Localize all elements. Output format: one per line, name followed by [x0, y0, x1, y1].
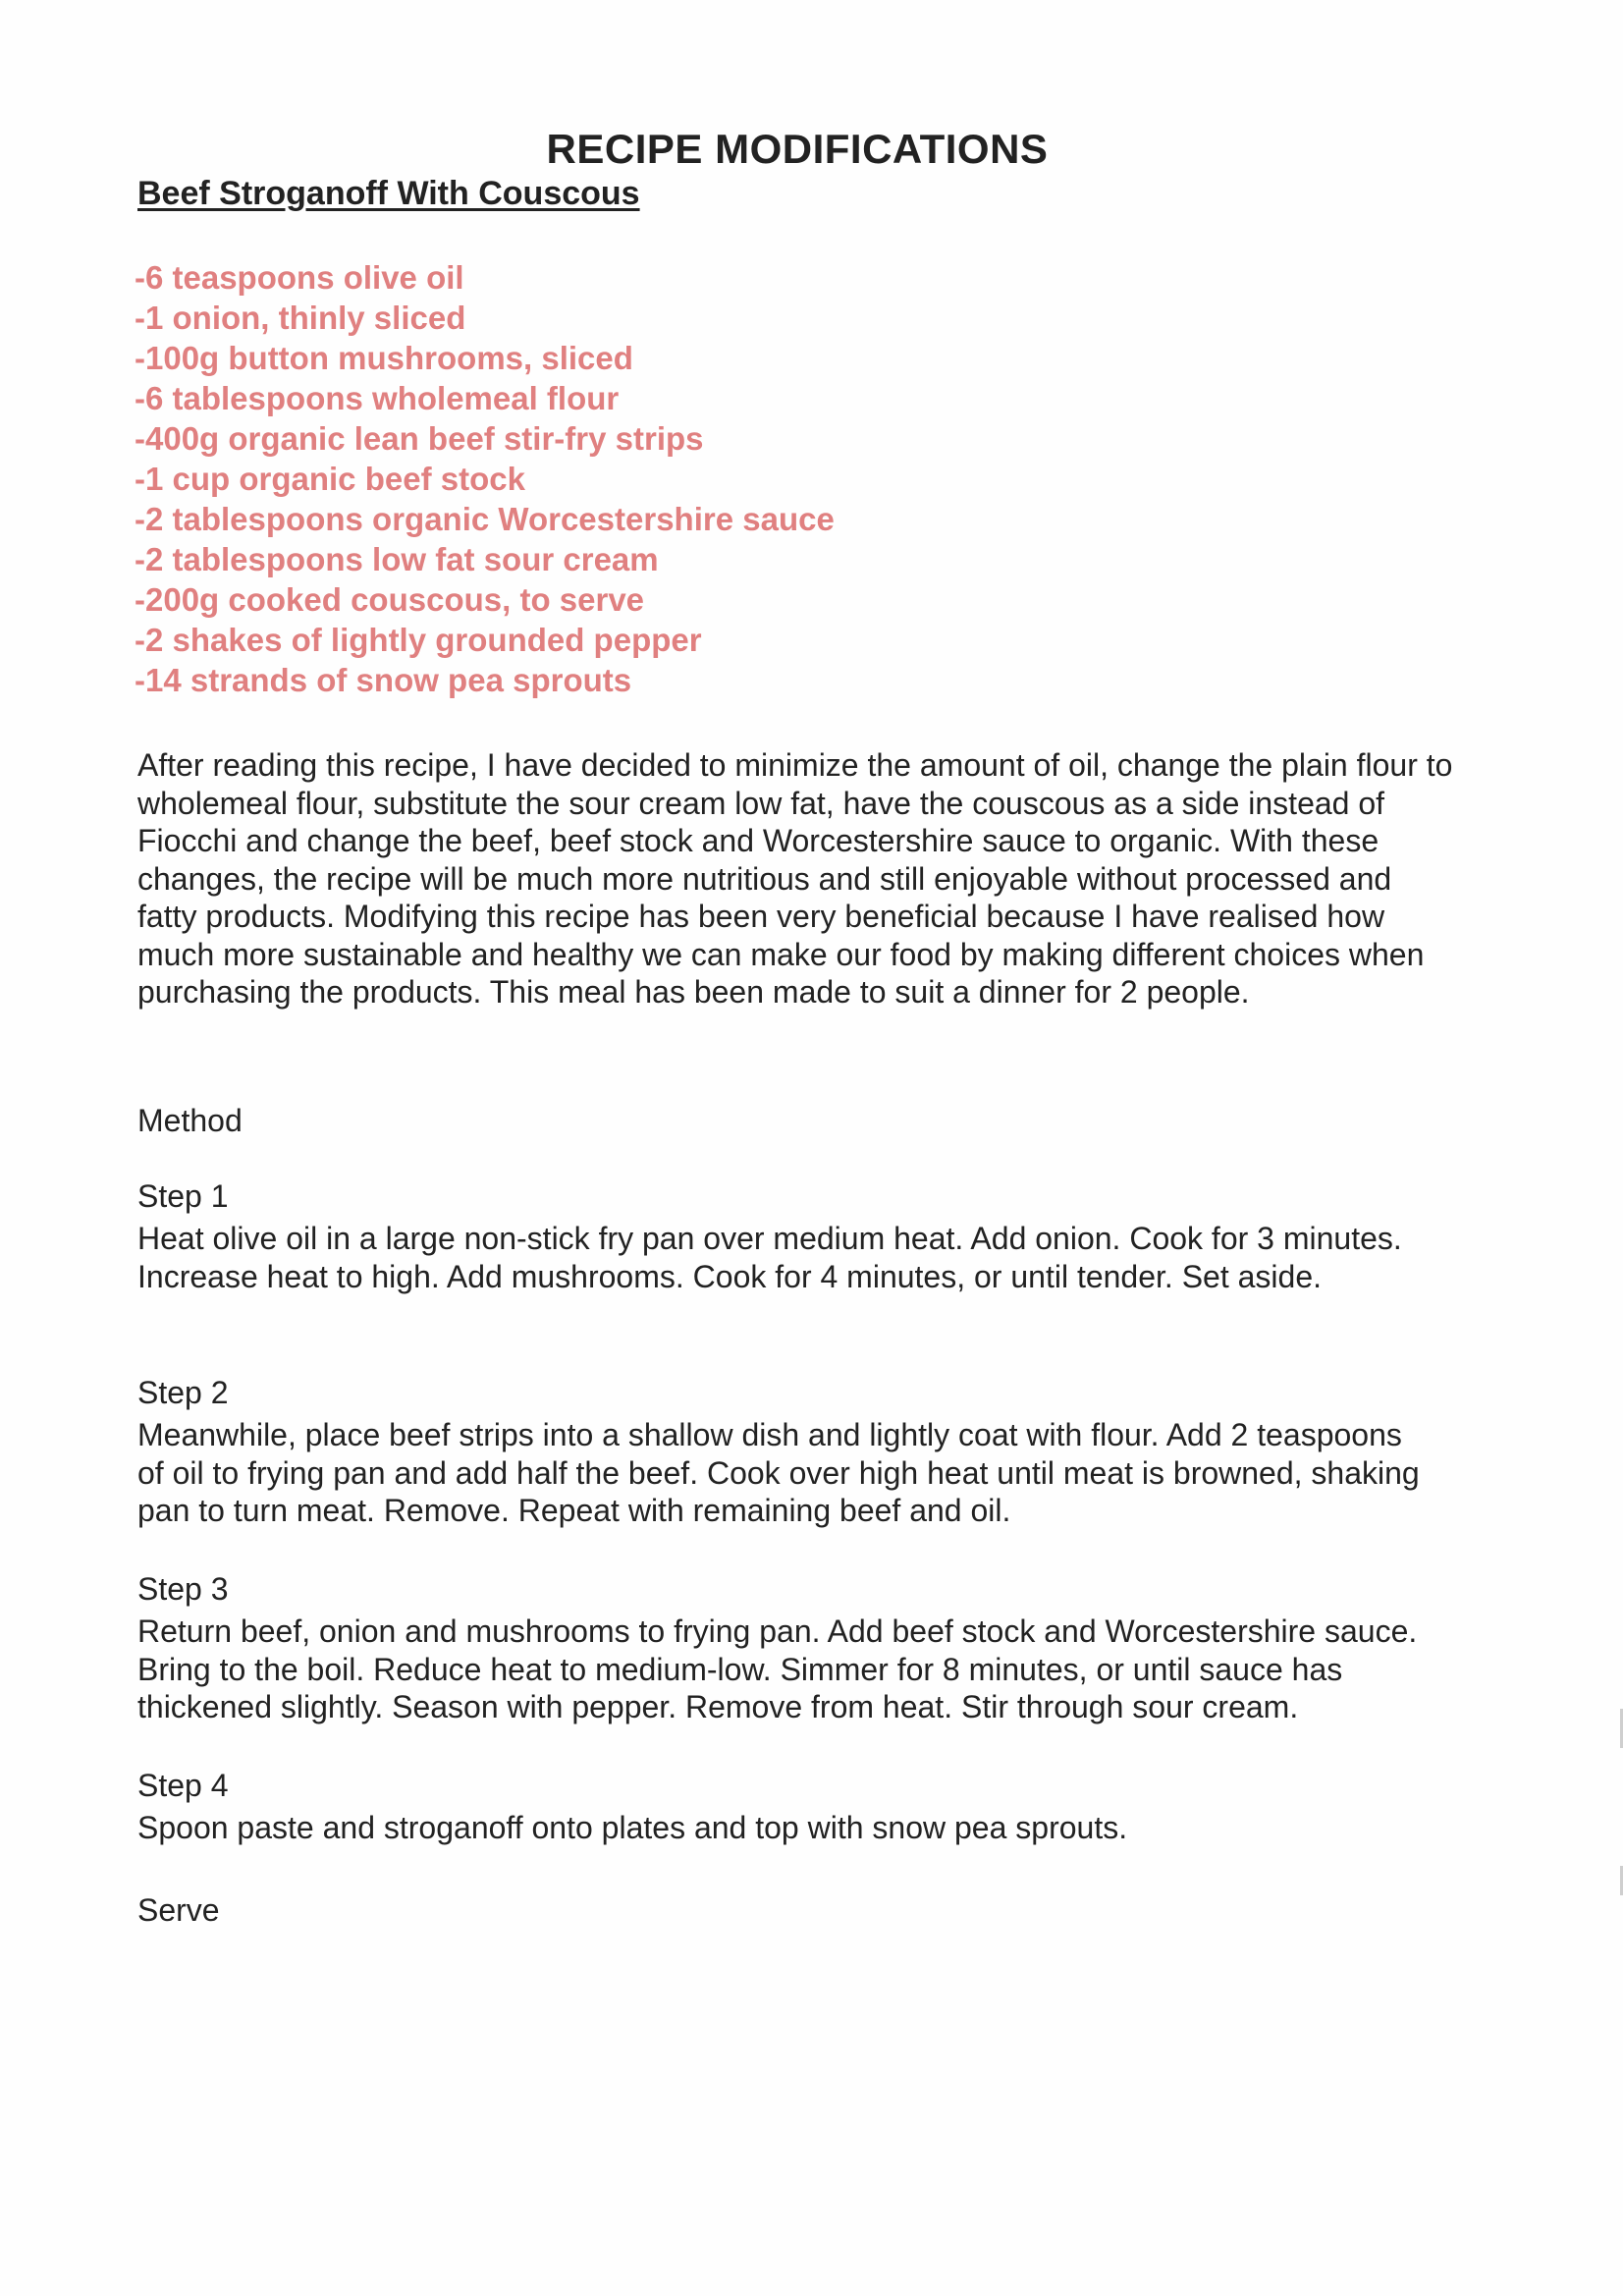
ingredient-item: -2 shakes of lightly grounded pepper: [135, 622, 702, 658]
page-title: RECIPE MODIFICATIONS: [546, 126, 1049, 172]
ingredient-item: -14 strands of snow pea sprouts: [135, 662, 632, 698]
recipe-subtitle: Beef Stroganoff With Couscous: [137, 175, 640, 212]
ingredient-item: -2 tablespoons low fat sour cream: [135, 541, 659, 577]
step-2-text: Meanwhile, place beef strips into a shallow dish and lightly coat with flour. Add 2 teaspoons of oil to frying pan and add half the beef. Cook over high heat until meat is browned, shaking pan to turn meat. Remove. Repeat with remaining beef and oil.: [137, 1417, 1420, 1528]
ingredient-item: -200g cooked couscous, to serve: [135, 581, 645, 618]
intro-paragraph: After reading this recipe, I have decided to minimize the amount of oil, change the plain flour to wholemeal flour, substitute the sour cream low fat, have the couscous as a side instead of Fiocchi and change the beef, beef stock and Worcestershire sauce to organic. With these changes, the recipe will be much more nutritious and still enjoyable without processed and fatty products. Modifying this recipe has been very beneficial because I have realised how much more sustainable and healthy we can make our food by making different choices when purchasing the products. This meal has been made to suit a dinner for 2 people.: [137, 747, 1453, 1010]
method-heading: Method: [137, 1103, 243, 1138]
ingredient-item: -6 tablespoons wholemeal flour: [135, 380, 620, 416]
serve-text: Serve: [137, 1892, 220, 1928]
step-3-label: Step 3: [137, 1571, 229, 1607]
step-4-label: Step 4: [137, 1768, 229, 1803]
ingredient-list: [135, 257, 835, 700]
ingredient-item: -100g button mushrooms, sliced: [135, 340, 633, 376]
ingredient-item: -1 onion, thinly sliced: [135, 300, 466, 336]
ingredient-item: -6 teaspoons olive oil: [135, 259, 464, 296]
step-2-label: Step 2: [137, 1375, 229, 1410]
step-1-label: Step 1: [137, 1178, 229, 1214]
step-3-text: Return beef, onion and mushrooms to frying pan. Add beef stock and Worcestershire sauce. Bring to the boil. Reduce heat to medium-low. Simmer for 8 minutes, or until sauce has thickened slightly. Season with pepper. Remove from heat. Stir through sour cream.: [137, 1613, 1418, 1724]
step-4-text: Spoon paste and stroganoff onto plates and top with snow pea sprouts.: [137, 1810, 1128, 1845]
step-1-text: Heat olive oil in a large non-stick fry pan over medium heat. Add onion. Cook for 3 minutes. Increase heat to high. Add mushrooms. Cook for 4 minutes, or until tender. Set aside.: [137, 1221, 1402, 1294]
ingredient-item: -1 cup organic beef stock: [135, 461, 525, 497]
ingredient-item: -2 tablespoons organic Worcestershire sauce: [135, 501, 835, 537]
ingredient-item: -400g organic lean beef stir-fry strips: [135, 420, 704, 457]
